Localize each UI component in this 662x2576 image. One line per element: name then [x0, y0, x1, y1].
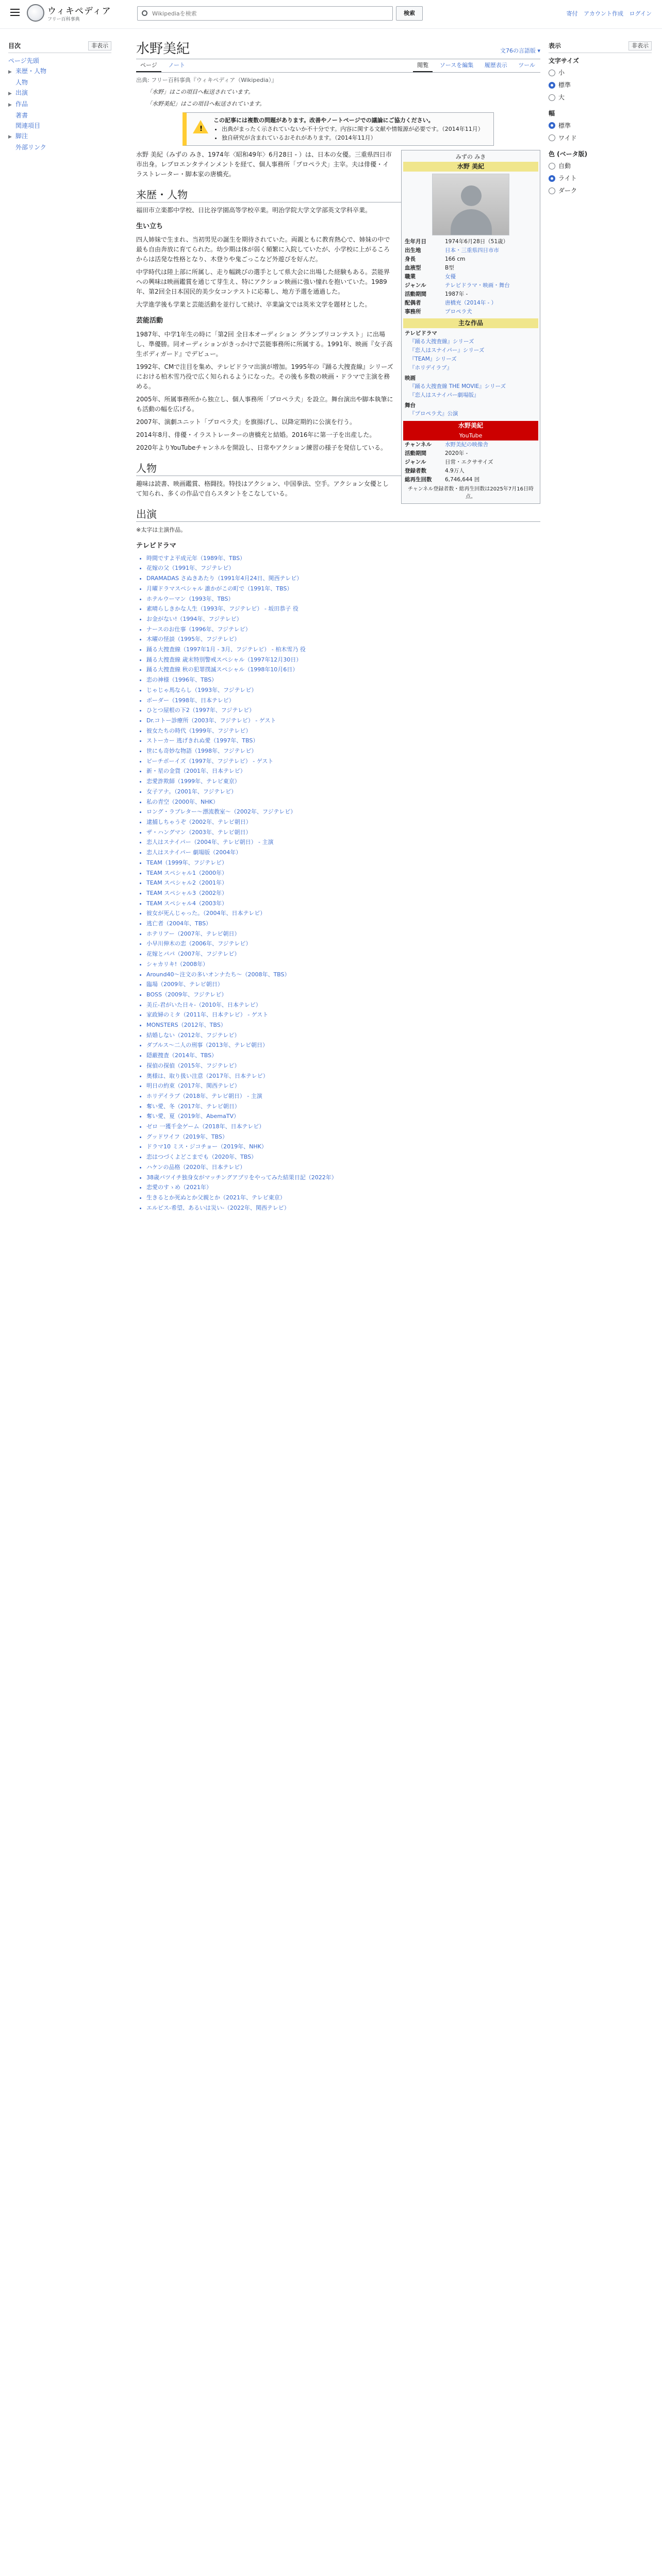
infobox-work[interactable]: 『TEAM』シリーズ	[409, 356, 457, 363]
list-item[interactable]: • 恋はつづくよどこまでも（2020年、TBS）	[146, 1152, 540, 1162]
list-item[interactable]: • 彼女が死んじゃった。（2004年、日本テレビ）	[146, 908, 540, 919]
toc-title-text: 目次	[8, 42, 21, 49]
infobox-row: 出生地 日本・三重県四日市市	[405, 247, 499, 254]
radio-icon	[549, 134, 555, 141]
site-tagline: フリー百科事典	[47, 17, 80, 22]
color-auto[interactable]: 自動	[549, 160, 652, 172]
search-icon	[142, 10, 147, 16]
list-item[interactable]: • 月曜ドラマスペシャル 誰かがこの町で（1991年、TBS）	[146, 584, 540, 594]
hatnote: 「水野美紀」はこの項目へ転送されています。	[146, 100, 266, 108]
appearance-title: 表示 非表示	[549, 41, 652, 53]
list-item[interactable]: • TEAM スペシャル2（2001年）	[146, 878, 540, 888]
infobox-kana: みずの みき	[455, 154, 486, 161]
text-size-standard[interactable]: 標準	[549, 79, 652, 91]
infobox-work[interactable]: 『踊る大捜査線』シリーズ	[409, 338, 474, 345]
radio-selected-icon	[549, 82, 555, 89]
text-size-label: 文字サイズ	[549, 57, 580, 64]
infobox-row: 血液型 B型	[405, 265, 454, 272]
toc-item-top[interactable]: ページ先頭	[8, 57, 39, 64]
paragraph: 大学進学後も学業と芸能活動を並行して続け、卒業論文では英米文学を題材とした。	[136, 301, 371, 309]
infobox-works-cat: 映画	[405, 375, 416, 382]
paragraph: 四人姉妹で生まれ、当初男児の誕生を期待されていた。両親ともに教育熱心で、姉妹の中で最も自由奔放に育てられた。幼少期は体が弱く頻繁に入院していたが、小学校に上がるころからは活発な性格となり、木登りや鬼ごっこなど外遊びを好んだ。	[136, 236, 390, 263]
text-size-large[interactable]: 大	[549, 91, 652, 104]
list-item[interactable]: • 私の青空（2000年、NHK）	[146, 797, 540, 807]
radio-icon	[549, 188, 555, 194]
infobox-row: 事務所 プロペラ犬	[405, 309, 472, 315]
list-item[interactable]: • MONSTERS（2012年、TBS）	[146, 1020, 540, 1030]
radio-icon	[549, 70, 555, 76]
search-box[interactable]	[137, 6, 393, 21]
chevron-icon: ▶	[8, 134, 12, 140]
infobox-row: チャンネル 水野美紀の映像舎	[405, 442, 488, 448]
create-account-link[interactable]: アカウント作成	[584, 10, 624, 17]
color-group	[549, 149, 652, 197]
color-label: 色 (ベータ版)	[549, 150, 588, 158]
infobox-work[interactable]: 『プロペラ犬』公演	[409, 411, 458, 417]
tab-page[interactable]: ページ	[136, 59, 161, 72]
width-label: 幅	[549, 110, 555, 117]
width-standard[interactable]: 標準	[549, 120, 652, 132]
tab-edit-source[interactable]: ソースを編集	[439, 61, 474, 69]
list-item[interactable]: • 恋人はスナイパー 劇場版（2004年）	[146, 848, 540, 858]
list-item[interactable]: • エルピス-希望、あるいは災い-（2022年、関西テレビ）	[146, 1203, 540, 1213]
tab-read[interactable]: 閲覧	[413, 59, 433, 72]
infobox-row: 配偶者 唐橋充（2014年 - ）	[405, 300, 497, 307]
list-item[interactable]: • お金がない!（1994年、フジテレビ）	[146, 614, 540, 624]
paragraph: 1992年、CMで注目を集め、テレビドラマ出演が増加。1995年の『踊る大捜査線』シリーズにおける柏木雪乃役で広く知られるようになった。その後も多数の映画・ドラマで主演を務める。	[136, 363, 393, 390]
subsection-heading-tv: テレビドラマ	[136, 541, 176, 550]
youtube-head: 水野美紀	[403, 421, 538, 431]
list-item[interactable]: • 踊る大捜査線 秋の犯罪撲滅スペシャル（1998年10月6日）	[146, 665, 540, 675]
toc-sidebar	[8, 41, 111, 152]
color-dark[interactable]: ダーク	[549, 184, 652, 197]
infobox-work[interactable]: 『恋人はスナイパー』シリーズ	[409, 347, 485, 354]
list-item[interactable]: • 奪い愛、冬（2017年、テレビ朝日）	[146, 1101, 540, 1112]
youtube-note: チャンネル登録者数・総再生回数は2025年7月16日時点。	[408, 486, 534, 500]
infobox-row: ジャンル 日常・エクササイズ	[405, 459, 493, 466]
infobox-works-head: 主な作品	[403, 318, 538, 328]
donate-link[interactable]: 寄付	[566, 10, 578, 17]
site-wordmark[interactable]: ウィキペディア	[47, 6, 111, 16]
radio-icon	[549, 163, 555, 170]
list-item[interactable]: • 奥様は、取り扱い注意（2017年、日本テレビ）	[146, 1071, 540, 1081]
radio-selected-icon	[549, 122, 555, 129]
list-item[interactable]: • 恋愛のすゝめ（2021年）	[146, 1182, 540, 1193]
text-size-group	[549, 56, 652, 104]
infobox-row: 身長 166 cm	[405, 256, 466, 263]
issues-box: ! この記事には複数の問題があります。改善やノートページでの議論にご協力ください。 • 出典がまったく示されていないか不十分です。内容に関する文献や情報源が必要です。（2014年11月） • 独自研究が含まれているおそれがあります。（2014年11月）	[183, 112, 494, 146]
list-item[interactable]: • ホリデイラブ（2018年、テレビ朝日） - 主演	[146, 1091, 540, 1101]
youtube-subhead: YouTube	[403, 431, 538, 440]
toc-item-appearances[interactable]: ▶ 出演	[8, 88, 111, 99]
infobox-row: 活動期間 1987年 -	[405, 291, 468, 298]
paragraph: 趣味は読書、映画鑑賞、格闘技。特技はアクション、中国拳法、空手。アクション女優として知られ、多くの作品で自らスタントをこなしている。	[136, 480, 389, 497]
infobox-work[interactable]: 『恋人はスナイパー劇場版』	[409, 392, 479, 399]
paragraph: 福田市立楽都中学校、日比谷学園高等学校卒業。明治学院大学文学部英文学科卒業。	[136, 207, 372, 214]
radio-selected-icon	[549, 175, 555, 182]
infobox-table	[403, 238, 538, 316]
toc-item-career[interactable]: ▶ 来歴・人物	[8, 66, 111, 77]
list-item[interactable]: • 逮捕しちゃうぞ（2002年、テレビ朝日）	[146, 817, 540, 827]
search-button[interactable]: 検索	[396, 6, 423, 21]
subsection-heading-early: 生い立ち	[136, 223, 163, 231]
list-item[interactable]: • Around40〜注文の多いオンナたち〜（2008年、TBS）	[146, 970, 540, 980]
list-item[interactable]: • ビーチボーイズ（1997年、フジテレビ） - ゲスト	[146, 756, 540, 767]
issues-box-title: この記事には複数の問題があります。改善やノートページでの議論にご協力ください。	[213, 117, 434, 124]
toc-item-works[interactable]: ▶ 作品	[8, 99, 111, 110]
paragraph: 2005年、所属事務所から独立し、個人事務所「プロペラ犬」を設立。舞台演出や脚本執筆にも活動の幅を広げる。	[136, 395, 393, 413]
list-item[interactable]: • ハケンの品格（2020年、日本テレビ）	[146, 1162, 540, 1173]
list-item[interactable]: • ドラマ10 ミス・ジコチョー（2019年、NHK）	[146, 1142, 540, 1152]
appearance-hide-button[interactable]: 非表示	[628, 41, 652, 50]
infobox-row: 登録者数 4.9万人	[405, 468, 465, 474]
list-item[interactable]: • 木曜の怪談（1995年、フジテレビ）	[146, 634, 540, 645]
login-link[interactable]: ログイン	[629, 10, 652, 17]
search-input[interactable]	[152, 9, 358, 18]
list-item[interactable]: • シャカリキ!（2008年）	[146, 959, 540, 970]
radio-icon	[549, 94, 555, 101]
portrait-image[interactable]	[432, 174, 509, 235]
list-item[interactable]: • 素晴らしきかな人生（1993年、フジテレビ） - 坂田恭子 役	[146, 604, 540, 614]
list-item[interactable]: • 新・星の金貨（2001年、日本テレビ）	[146, 766, 540, 776]
infobox	[401, 150, 540, 504]
article-content	[136, 29, 540, 1213]
paragraph: 中学時代は陸上部に所属し、走り幅跳びの選手として県大会に出場した経験もある。芸能界への興味は映画鑑賞を通じて芽生え、特にアクション映画に強い憧れを抱いていた。1989年、第2回全日本国民的美少女コンテストに応募し、地方予選を通過した。	[136, 268, 390, 296]
toc-item-external[interactable]: 外部リンク	[15, 143, 46, 151]
site-header	[0, 0, 662, 29]
hatnote: 「水野」はこの項目へ転送されています。	[146, 89, 254, 96]
list-item[interactable]: • TEAM スペシャル1（2000年）	[146, 868, 540, 878]
list-item[interactable]: • ひとつ屋根の下2（1997年、フジテレビ）	[146, 705, 540, 716]
section-heading-appearances: 出演	[136, 507, 540, 522]
page-title: 水野美紀 文76の言語版 ▾	[136, 40, 540, 59]
list-item[interactable]: • 家政婦のミタ（2011年、日本テレビ） - ゲスト	[146, 1010, 540, 1020]
paragraph: 2014年8月、俳優・イラストレーターの唐橋充と結婚。2016年に第一子を出産した。	[136, 431, 376, 438]
appearance-sidebar	[549, 41, 652, 202]
list-item[interactable]: • TEAM（1999年、フジテレビ）	[146, 858, 540, 868]
chevron-icon: ▶	[8, 102, 12, 108]
section-heading-person: 人物	[136, 461, 540, 476]
list-item[interactable]: • 恋人はスナイパー（2004年、テレビ朝日） - 主演	[146, 837, 540, 848]
list-item[interactable]: • 逃亡者（2004年、TBS）	[146, 919, 540, 929]
list-item[interactable]: • 時間ですよ平成元年（1989年、TBS）	[146, 553, 540, 564]
toc-item-notes[interactable]: ▶ 脚注	[8, 131, 111, 142]
paragraph: 1987年、中学1年生の時に「第2回 全日本オーディション グランプリコンテスト」に出場し、準優勝。同オーディションがきっかけで芸能事務所に所属する。1991年、映画『女子高生ボディガード』でデビュー。	[136, 330, 393, 358]
toc-item-books[interactable]: 著書	[15, 111, 28, 119]
youtube-table	[403, 440, 538, 484]
infobox-row: 活動期間 2020年 -	[405, 450, 468, 457]
list-item[interactable]: • 隠蔽捜査（2014年、TBS）	[146, 1050, 540, 1061]
width-group	[549, 109, 652, 144]
infobox-row: ジャンル テレビドラマ・映画・舞台	[405, 282, 510, 289]
toc-item-related[interactable]: 関連項目	[15, 122, 41, 129]
toc-hide-button[interactable]: 非表示	[88, 41, 111, 50]
list-item[interactable]: • Dr.コトー診療所（2003年、フジテレビ） - ゲスト	[146, 716, 540, 726]
language-button[interactable]: 文76の言語版 ▾	[500, 47, 540, 54]
infobox-works-cat: 舞台	[405, 402, 416, 409]
infobox-work[interactable]: 『ホリデイラブ』	[409, 365, 453, 371]
list-item[interactable]: • 花嫁の父（1991年、フジテレビ）	[146, 563, 540, 573]
color-light[interactable]: ライト	[549, 172, 652, 184]
paragraph: 2020年よりYouTubeチャンネルを開設し、日常やアクション練習の様子を発信している。	[136, 444, 387, 451]
list-item[interactable]: • 探偵の探偵（2015年、フジテレビ）	[146, 1061, 540, 1071]
list-item[interactable]: • ゼロ 一獲千金ゲーム（2018年、日本テレビ）	[146, 1122, 540, 1132]
list-item[interactable]: • グッドワイフ（2019年、TBS）	[146, 1132, 540, 1142]
tab-history[interactable]: 履歴表示	[484, 61, 507, 69]
list-item[interactable]: • 恋愛詐欺師（1999年、テレビ東京）	[146, 776, 540, 787]
list-item[interactable]: • ナースのお仕事（1996年、フジテレビ）	[146, 624, 540, 635]
note: ※太字は主演作品。	[136, 526, 187, 533]
tab-talk[interactable]: ノート	[168, 61, 185, 69]
section-heading-career: 来歴・人物	[136, 188, 540, 202]
list-item[interactable]: • ホテリアー（2007年、テレビ朝日）	[146, 929, 540, 939]
list-item[interactable]: • 世にも奇妙な物語（1998年、フジテレビ）	[146, 746, 540, 756]
list-item[interactable]: • ダブルス〜二人の刑事（2013年、テレビ朝日）	[146, 1040, 540, 1050]
list-item[interactable]: • じゃじゃ馬ならし（1993年、フジテレビ）	[146, 685, 540, 696]
infobox-work[interactable]: 『踊る大捜査線 THE MOVIE』シリーズ	[409, 383, 506, 390]
list-item[interactable]: • 小早川伸木の恋（2006年、フジテレビ）	[146, 939, 540, 949]
list-item[interactable]: • 美丘-君がいた日々-（2010年、日本テレビ）	[146, 1000, 540, 1010]
subsection-heading-career: 芸能活動	[136, 317, 163, 325]
list-item[interactable]: • 明日の約束（2017年、関西テレビ）	[146, 1081, 540, 1091]
list-item[interactable]: • 女子アナ。（2001年、フジテレビ）	[146, 787, 540, 797]
list-item[interactable]: • ストーカー 逃げきれぬ愛（1997年、TBS）	[146, 736, 540, 746]
list-item[interactable]: • 恋の神様（1996年、TBS）	[146, 675, 540, 685]
issue-item: • 独自研究が含まれているおそれがあります。（2014年11月）	[222, 133, 488, 142]
chevron-icon: ▶	[8, 69, 12, 75]
list-item[interactable]: • 38歳バツイチ独身女がマッチングアプリをやってみた結果日記（2022年）	[146, 1173, 540, 1183]
infobox-name: 水野 美紀	[403, 162, 538, 172]
list-item[interactable]: • TEAM スペシャル3（2002年）	[146, 888, 540, 899]
infobox-row: 職業 女優	[405, 274, 456, 280]
paragraph: 2007年、演劇ユニット「プロペラ犬」を旗揚げし、以降定期的に公演を行う。	[136, 418, 356, 426]
list-item[interactable]: • BOSS（2009年、フジテレビ）	[146, 990, 540, 1000]
menu-icon[interactable]	[10, 9, 20, 16]
list-item[interactable]: • ホテルウーマン（1993年、TBS）	[146, 594, 540, 604]
lead-paragraph: 水野 美紀（みずの みき、1974年〈昭和49年〉6月28日 - ）は、日本の女優。三重県四日市市出身。レプロエンタテインメントを経て、個人事務所「プロペラ犬」主宰。夫は俳優・イラストレーター・脚本家の唐橋充。	[136, 151, 392, 178]
list-item[interactable]: • ザ・ハングマン（2003年、テレビ朝日）	[146, 827, 540, 838]
list-item[interactable]: • 奪い愛、夏（2019年、AbemaTV）	[146, 1111, 540, 1122]
text-size-small[interactable]: 小	[549, 66, 652, 79]
list-item[interactable]: • 彼女たちの時代（1999年、フジテレビ）	[146, 726, 540, 736]
site-sub: 出典: フリー百科事典『ウィキペディア（Wikipedia）』	[136, 77, 277, 83]
toc-list	[8, 56, 111, 152]
infobox-row: 生年月日 1974年6月28日（51歳）	[405, 239, 509, 245]
list-item[interactable]: • ロング・ラブレター〜漂流教室〜（2002年、フジテレビ）	[146, 807, 540, 817]
toc-item-person[interactable]: 人物	[15, 78, 28, 86]
width-wide[interactable]: ワイド	[549, 132, 652, 144]
infobox-row: 総再生回数 6,746,644 回	[405, 477, 480, 483]
personal-tools	[562, 9, 652, 18]
list-item[interactable]: • ボーダー（1998年、日本テレビ）	[146, 696, 540, 706]
toc-title	[8, 41, 111, 53]
list-item[interactable]: • 生きるとか死ぬとか父親とか（2021年、テレビ東京）	[146, 1193, 540, 1203]
list-item[interactable]: • DRAMADAS さぬきあたり（1991年4月24日、関西テレビ）	[146, 573, 540, 584]
list-item[interactable]: • 踊る大捜査線（1997年1月 - 3月、フジテレビ） - 柏木雪乃 役	[146, 645, 540, 655]
infobox-works-cat: テレビドラマ	[405, 330, 437, 337]
issue-item: • 出典がまったく示されていないか不十分です。内容に関する文献や情報源が必要です。（2014年11月）	[222, 125, 488, 133]
list-item[interactable]: • 結婚しない（2012年、フジテレビ）	[146, 1030, 540, 1041]
chevron-icon: ▶	[8, 91, 12, 96]
page-tabs	[136, 59, 540, 73]
tv-drama-list	[136, 553, 540, 1213]
list-item[interactable]: • 臨場（2009年、テレビ朝日）	[146, 979, 540, 990]
tab-tools[interactable]: ツール	[518, 61, 535, 69]
list-item[interactable]: • 花嫁とパパ（2007年、フジテレビ）	[146, 949, 540, 959]
wikipedia-logo-icon[interactable]	[27, 4, 44, 22]
list-item[interactable]: • 踊る大捜査線 歳末特別警戒スペシャル（1997年12月30日）	[146, 655, 540, 665]
list-item[interactable]: • TEAM スペシャル4（2003年）	[146, 899, 540, 909]
